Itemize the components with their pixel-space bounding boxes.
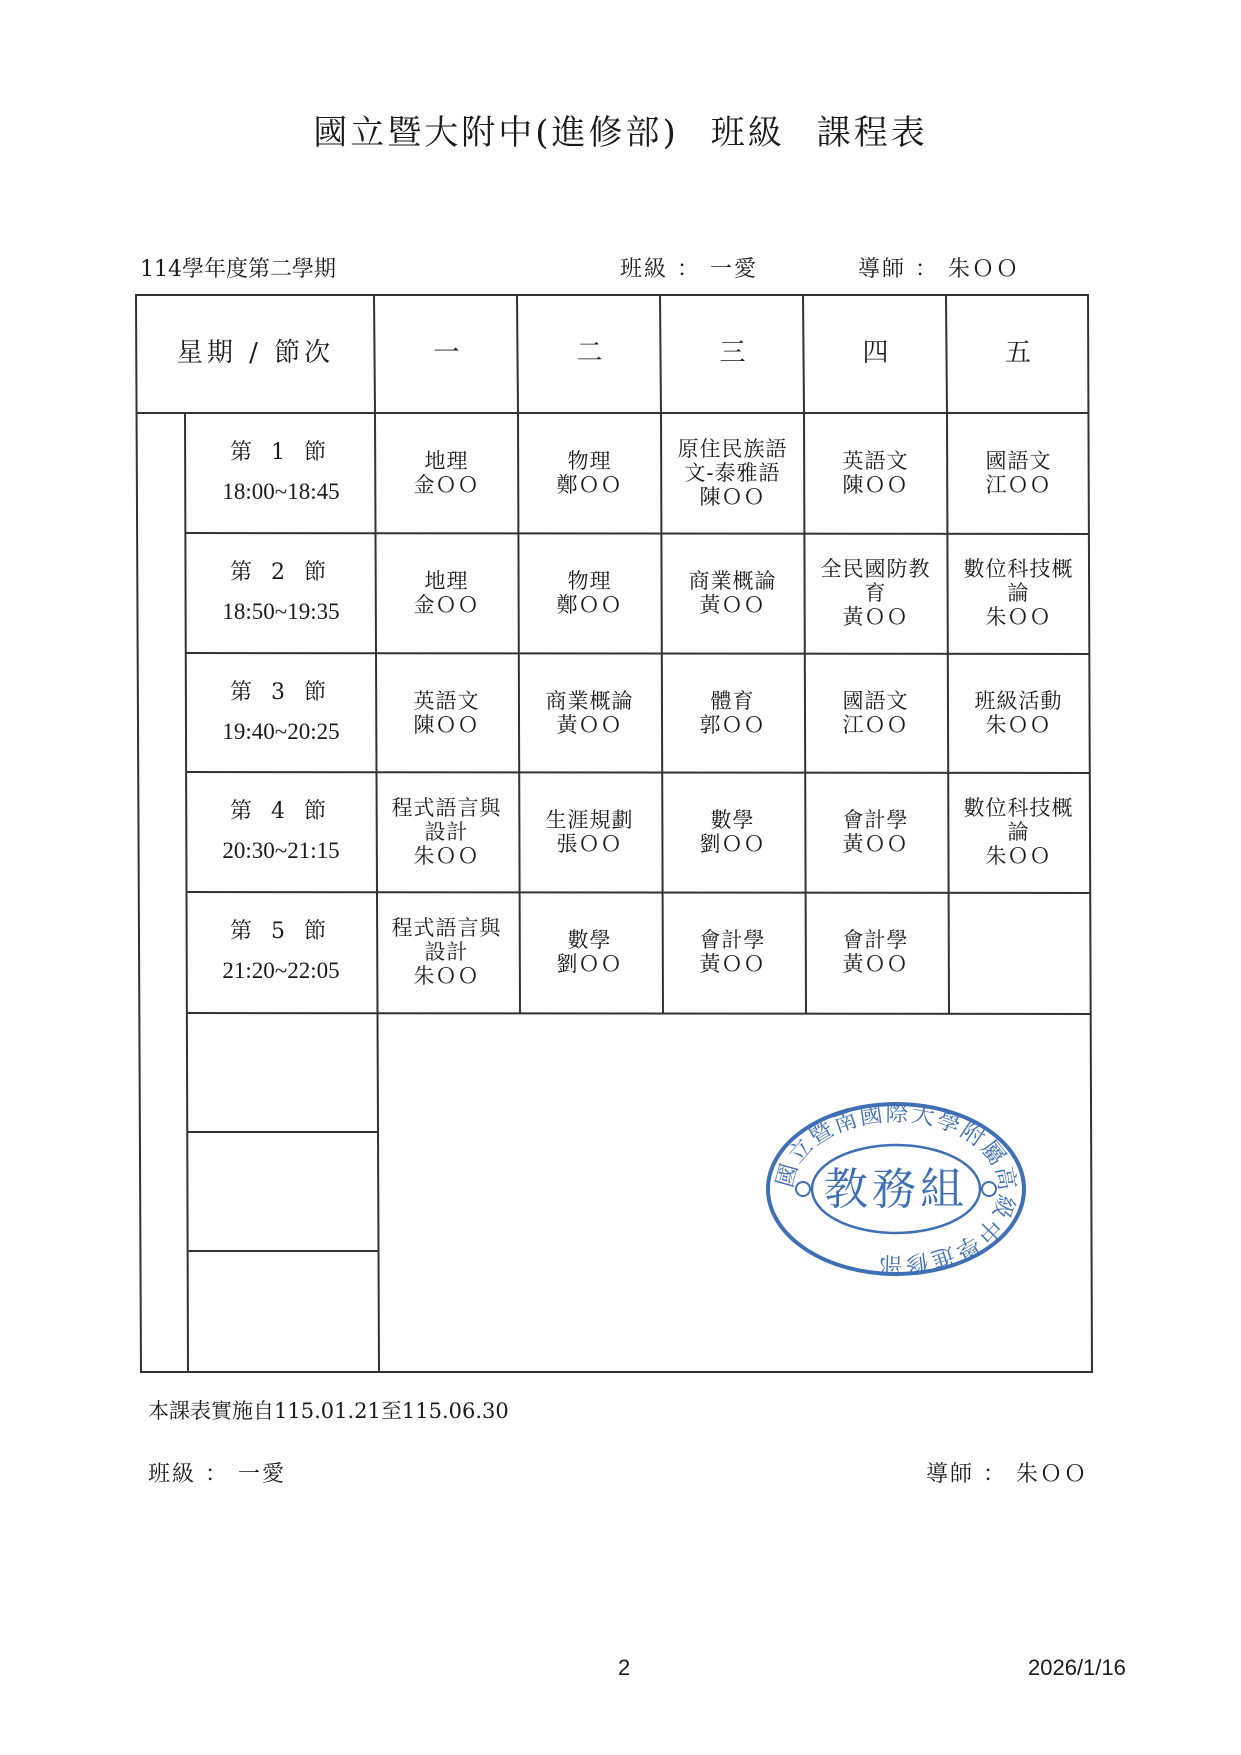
- course-subject: 商業概論: [545, 688, 634, 713]
- course-teacher: 朱ＯＯ: [985, 844, 1052, 869]
- term-label: 114學年度第二學期: [140, 257, 336, 282]
- course-subject: 物理: [567, 448, 612, 473]
- period-time: 18:50~19:35: [222, 599, 340, 625]
- course-subject: 國語文: [842, 688, 909, 713]
- seal-ring-text: 國立暨南國際大學附屬高級中學進修部: [772, 1100, 1021, 1278]
- course-teacher: 金ＯＯ: [413, 593, 480, 617]
- course-teacher: 金ＯＯ: [413, 473, 480, 497]
- course-cell: [518, 772, 661, 892]
- course-cell: [804, 413, 947, 533]
- course-teacher: 郭ＯＯ: [699, 713, 766, 737]
- course-subject: 會計學: [842, 927, 909, 952]
- course-cell: [804, 772, 947, 892]
- course-cell: [661, 413, 804, 533]
- course-teacher: 陳ＯＯ: [842, 473, 909, 497]
- day-header-fri: 五: [1004, 338, 1031, 369]
- period-cell: [186, 772, 376, 892]
- title-doc-word: 課程表: [816, 113, 928, 153]
- course-teacher: 陳ＯＯ: [699, 485, 766, 510]
- course-subject: 體育: [710, 688, 755, 713]
- course-cell: [947, 772, 1090, 892]
- period-cell: [186, 533, 376, 653]
- day-header-mon: 一: [433, 338, 460, 369]
- course-subject: 國語文: [985, 448, 1052, 473]
- course-cell: [661, 892, 804, 1012]
- course-cell: [518, 892, 661, 1012]
- course-subject: 地理: [424, 448, 469, 473]
- course-subject: 英語文: [413, 688, 480, 713]
- footer-tutor-label: 導師 ： 朱ＯＯ: [926, 1462, 1088, 1487]
- course-cell: [375, 413, 518, 533]
- course-teacher: 江ＯＯ: [842, 713, 909, 737]
- course-subject: 數位科技概論: [963, 556, 1074, 605]
- period-time: 18:00~18:45: [222, 479, 340, 505]
- course-cell: [804, 653, 947, 773]
- print-date: 2026/1/16: [1028, 1655, 1126, 1680]
- course-teacher: 劉ＯＯ: [556, 952, 623, 976]
- page-number: 2: [618, 1655, 631, 1680]
- seal-center-text: 教務組: [824, 1164, 968, 1215]
- course-subject: 地理: [424, 568, 469, 593]
- course-teacher: 陳ＯＯ: [413, 713, 480, 737]
- course-subject: 物理: [567, 568, 612, 593]
- course-cell: [518, 413, 661, 533]
- course-teacher: 黃ＯＯ: [842, 605, 909, 630]
- course-teacher: 鄭ＯＯ: [556, 593, 623, 617]
- school-name: 國立暨大附中(進修部): [313, 113, 679, 153]
- course-cell: [661, 533, 804, 653]
- course-subject: 數位科技概論: [963, 795, 1074, 844]
- period-cell: [186, 892, 376, 1012]
- title-class-word: 班級: [710, 113, 785, 153]
- course-cell: [947, 892, 1090, 1012]
- course-cell: [375, 772, 518, 892]
- period-time: 20:30~21:15: [222, 838, 340, 864]
- tutor-label: 導師 ： 朱ＯＯ: [858, 257, 1020, 282]
- period-cell: [186, 413, 376, 533]
- class-label: 班級 ： 一愛: [620, 257, 758, 282]
- seal-stamp: [765, 1100, 1027, 1278]
- course-cell: [375, 653, 518, 773]
- course-teacher: 劉ＯＯ: [699, 832, 766, 856]
- course-cell: [661, 653, 804, 773]
- course-cell: [661, 772, 804, 892]
- course-subject: 數學: [710, 807, 755, 832]
- course-teacher: 江ＯＯ: [985, 473, 1052, 497]
- course-teacher: 黃ＯＯ: [699, 593, 766, 617]
- course-cell: [947, 533, 1090, 653]
- course-subject: 英語文: [842, 448, 909, 473]
- course-teacher: 朱ＯＯ: [413, 964, 480, 989]
- day-header-tue: 二: [576, 338, 603, 369]
- course-subject: 全民國防教育: [820, 556, 931, 605]
- course-cell: [947, 413, 1090, 533]
- course-teacher: 黃ＯＯ: [556, 713, 623, 737]
- course-cell: [947, 653, 1090, 773]
- course-cell: [375, 533, 518, 653]
- footer-class-label: 班級 ： 一愛: [148, 1462, 286, 1487]
- course-cell: [518, 653, 661, 773]
- period-cell: [186, 653, 376, 773]
- period-name: 第 3 節: [230, 680, 332, 706]
- course-subject: 會計學: [699, 927, 766, 952]
- day-header-thu: 四: [862, 338, 889, 369]
- course-subject: 會計學: [842, 807, 909, 832]
- course-teacher: 朱ＯＯ: [985, 713, 1052, 737]
- course-cell: [518, 533, 661, 653]
- flower-icon: [796, 1182, 810, 1196]
- corner-header: 星期 / 節次: [176, 338, 335, 369]
- period-time: 21:20~22:05: [222, 958, 340, 984]
- course-teacher: 黃ＯＯ: [842, 832, 909, 856]
- course-subject: 商業概論: [688, 568, 777, 593]
- period-name: 第 5 節: [230, 919, 332, 945]
- period-name: 第 1 節: [230, 440, 332, 466]
- course-teacher: 張ＯＯ: [556, 832, 623, 856]
- course-cell: [804, 892, 947, 1012]
- period-name: 第 4 節: [230, 799, 332, 825]
- course-teacher: 朱ＯＯ: [985, 605, 1052, 630]
- course-subject: 班級活動: [974, 688, 1063, 713]
- course-subject: 程式語言與設計: [391, 915, 502, 964]
- course-subject: 程式語言與設計: [391, 795, 502, 844]
- course-subject: 生涯規劃: [545, 807, 634, 832]
- course-teacher: 黃ＯＯ: [842, 952, 909, 976]
- day-header-wed: 三: [719, 338, 746, 369]
- course-cell: [804, 533, 947, 653]
- course-cell: [375, 892, 518, 1012]
- course-subject: 數學: [567, 927, 612, 952]
- course-teacher: 鄭ＯＯ: [556, 473, 623, 497]
- period-name: 第 2 節: [230, 560, 332, 586]
- course-teacher: 朱ＯＯ: [413, 844, 480, 869]
- course-teacher: 黃ＯＯ: [699, 952, 766, 976]
- effective-note: 本課表實施自115.01.21至115.06.30: [148, 1399, 509, 1423]
- period-time: 19:40~20:25: [222, 719, 340, 745]
- course-subject: 原住民族語文-泰雅語: [677, 436, 788, 485]
